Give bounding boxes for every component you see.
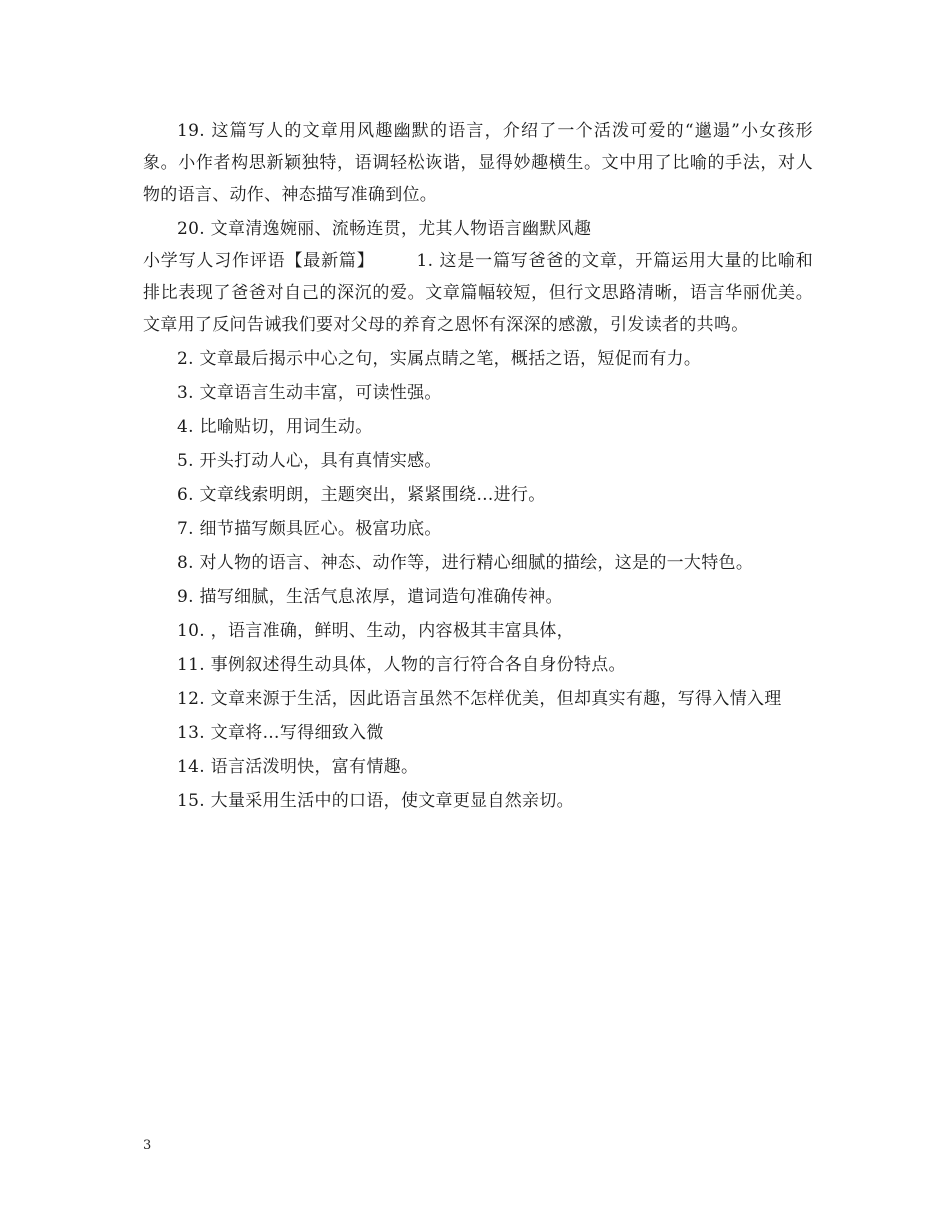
comment-item-9: 9. 描写细腻，生活气息浓厚，遣词造句准确传神。	[177, 587, 563, 607]
document-body	[143, 115, 813, 819]
comment-item-8: 8. 对人物的语言、神态、动作等，进行精心细腻的描绘，这是的一大特色。	[177, 553, 754, 573]
comment-item-15: 15. 大量采用生活中的口语，使文章更显自然亲切。	[177, 791, 574, 811]
section-block	[143, 245, 813, 341]
comment-item-4: 4. 比喻贴切，用词生动。	[177, 417, 373, 437]
comment-item-10: 10. ，语言准确，鲜明、生动，内容极其丰富具体，	[177, 621, 574, 641]
comment-item-2: 2. 文章最后揭示中心之句，实属点睛之笔，概括之语，短促而有力。	[177, 349, 702, 369]
comment-paragraph-19: 19. 这篇写人的文章用风趣幽默的语言，介绍了一个活泼可爱的“邋遢”小女孩形象。小作者构思新颖独特，语调轻松诙谐，显得妙趣横生。文中用了比喻的手法，对人物的语言、动作、神态描写准确到位。	[143, 121, 813, 205]
comment-paragraph-1: 1. 这是一篇写爸爸的文章，开篇运用大量的比喻和排比表现了爸爸对自己的深沉的爱。文章篇幅较短，但行文思路清晰，语言华丽优美。文章用了反问告诫我们要对父母的养育之恩怀有深深的感激，引发读者的共鸣。	[143, 251, 814, 335]
comment-item-5: 5. 开头打动人心，具有真情实感。	[177, 451, 442, 471]
comment-item-11: 11. 事例叙述得生动具体，人物的言行符合各自身份特点。	[177, 655, 626, 675]
comment-item-14: 14. 语言活泼明快，富有情趣。	[177, 757, 419, 777]
comment-item-3: 3. 文章语言生动丰富，可读性强。	[177, 383, 442, 403]
page-number: 3	[143, 1138, 152, 1153]
comment-item-6: 6. 文章线索明朗，主题突出，紧紧围绕…进行。	[177, 485, 546, 505]
section-heading: 小学写人习作评语【最新篇】	[143, 251, 375, 271]
comment-item-13: 13. 文章将…写得细致入微	[177, 723, 384, 743]
comment-item-12: 12. 文章来源于生活，因此语言虽然不怎样优美，但却真实有趣，写得入情入理	[177, 689, 782, 709]
comment-item-7: 7. 细节描写颇具匠心。极富功底。	[177, 519, 442, 539]
comment-paragraph-20: 20. 文章清逸婉丽、流畅连贯，尤其人物语言幽默风趣	[177, 219, 592, 239]
